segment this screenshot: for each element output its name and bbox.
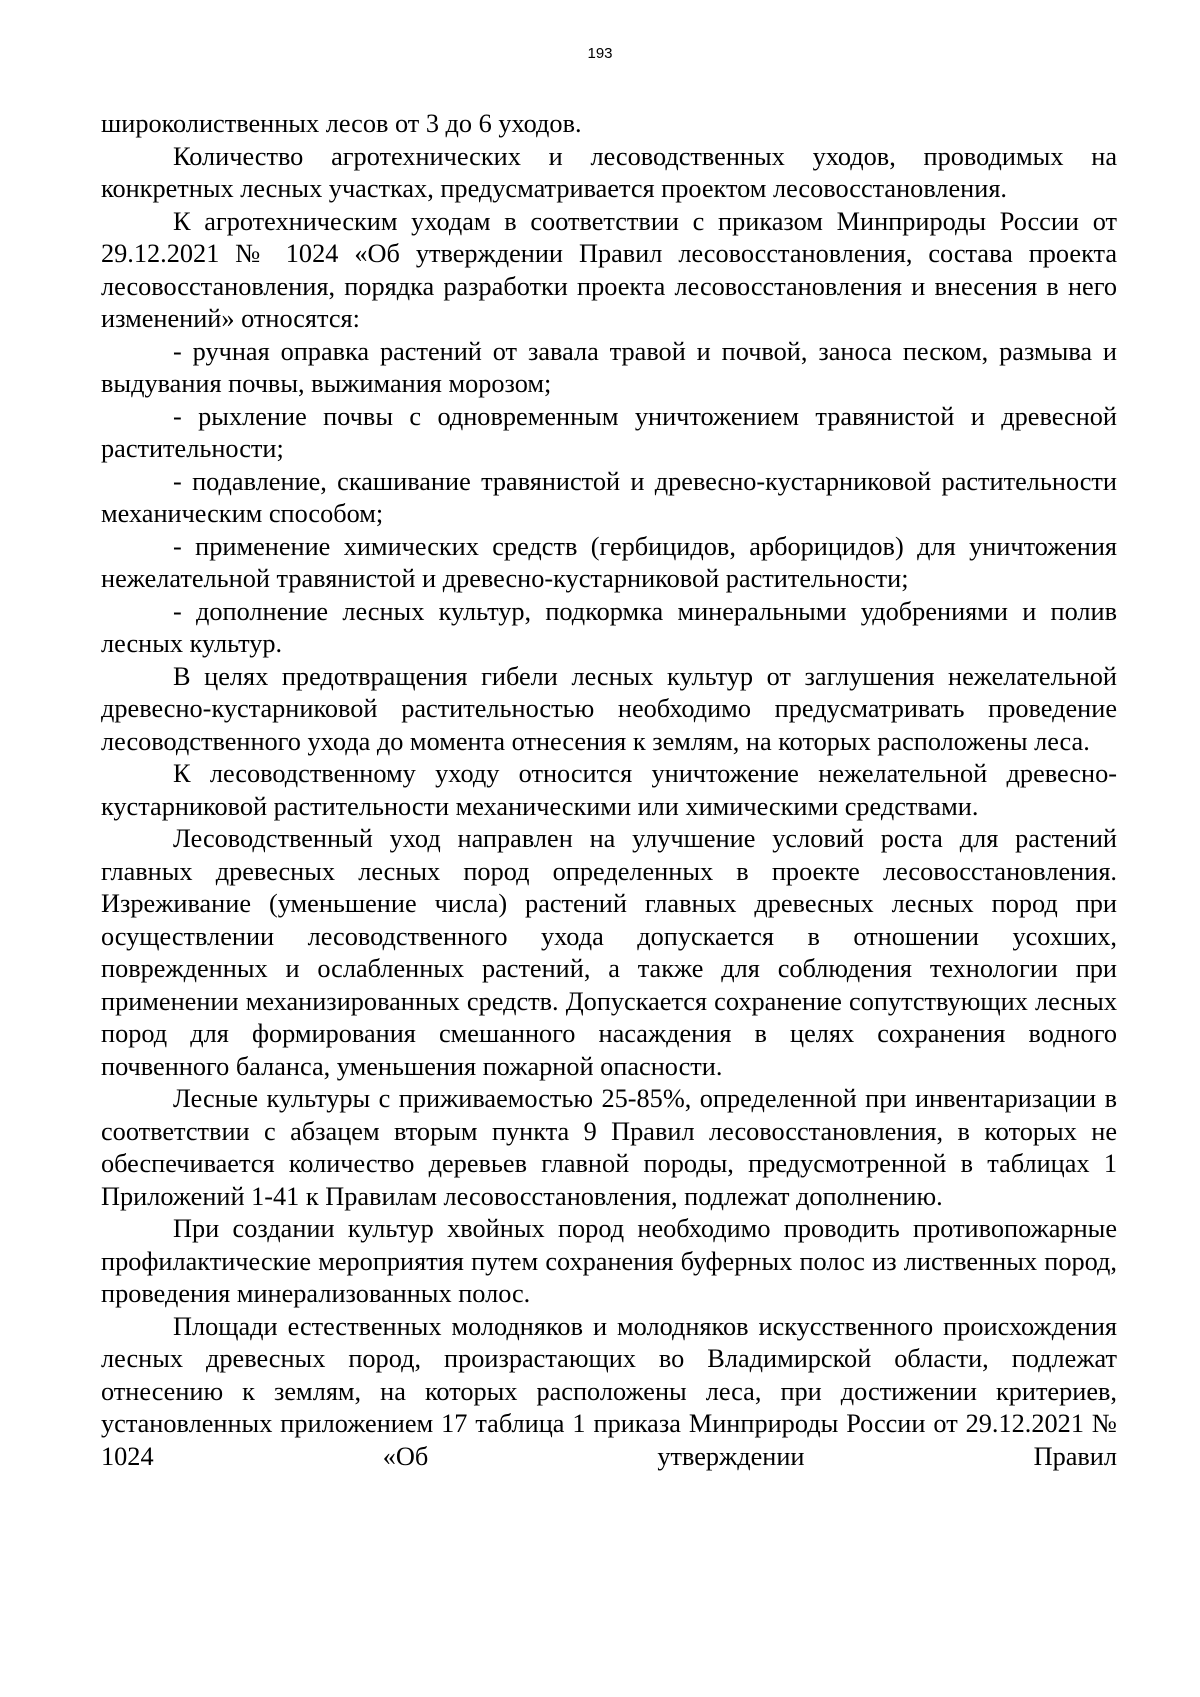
paragraph-survival-rate: Лесные культуры с приживаемостью 25-85%, определенной при инвентаризации в соответствии с абзацем вторым пункта 9 Правил лесовосстановления, в которых не обеспечивается количество деревьев главной породы, предусмотренной в таблицах 1 Приложений 1-41 к Правилам лесовосстановления, подлежат дополнению.: [101, 1084, 1117, 1211]
document-body: [101, 108, 1117, 1473]
paragraph-silvicultural-care-definition: К лесоводственному уходу относится уничтожение нежелательной древесно-кустарниковой растительности механическими или химическими средствами.: [101, 759, 1117, 821]
list-item-manual-straightening: - ручная оправка растений от завала травой и почвой, заноса песком, размыва и выдувания почвы, выжимания морозом;: [101, 336, 1117, 398]
paragraph-fire-prevention: При создании культур хвойных пород необходимо проводить противопожарные профилактические мероприятия путем сохранения буферных полос из лиственных пород, проведения минерализованных полос.: [101, 1214, 1117, 1308]
page-number: 193: [587, 45, 613, 62]
paragraph-young-stands: Площади естественных молодняков и молодняков искусственного происхождения лесных древесных пород, произрастающих во Владимирской области, подлежат отнесению к землям, на которых расположены леса, при достижении критериев, установленных приложением 17 таблица 1 приказа Минприроды России от 29.12.2021 № 1024 «Об утверждении Правил: [101, 1311, 1117, 1471]
paragraph-silvicultural-care-purpose: Лесоводственный уход направлен на улучшение условий роста для растений главных древесных лесных пород определенных в проекте лесовосстановления. Изреживание (уменьшение числа) растений главных древесных лесных пород при осуществлении лесоводственного ухода допускается в отношении усохших, поврежденных и ослабленных растений, а также для соблюдения технологии при применении механизированных средств. Допускается сохранение сопутствующих лесных пород для формирования смешанного насаждения в целях сохранения водного почвенного баланса, уменьшения пожарной опасности.: [101, 824, 1117, 1081]
list-item-suppression-mowing: - подавление, скашивание травянистой и древесно-кустарниковой растительности механическим способом;: [101, 466, 1117, 528]
paragraph-prevent-death: В целях предотвращения гибели лесных культур от заглушения нежелательной древесно-кустарниковой растительностью необходимо предусматривать проведение лесоводственного ухода до момента отнесения к землям, на которых расположены леса.: [101, 661, 1117, 756]
list-item-chemical-means: - применение химических средств (гербицидов, арборицидов) для уничтожения нежелательной травянистой и древесно-кустарниковой растительности;: [101, 531, 1117, 593]
paragraph-care-count: Количество агротехнических и лесоводственных уходов, проводимых на конкретных лесных участках, предусматривается проектом лесовосстановления.: [101, 141, 1117, 203]
paragraph-agrotech-care-intro: К агротехническим уходам в соответствии с приказом Минприроды России от 29.12.2021 № 1024 «Об утверждении Правил лесовосстановления, состава проекта лесовосстановления, порядка разработки проекта лесовосстановления и внесения в него изменений» относятся:: [101, 206, 1117, 333]
list-item-soil-loosening: - рыхление почвы с одновременным уничтожением травянистой и древесной растительности;: [101, 401, 1117, 463]
list-item-replenishment-feeding: - дополнение лесных культур, подкормка минеральными удобрениями и полив лесных культур.: [101, 596, 1117, 658]
paragraph-continuation: широколиственных лесов от 3 до 6 уходов.: [101, 109, 582, 138]
